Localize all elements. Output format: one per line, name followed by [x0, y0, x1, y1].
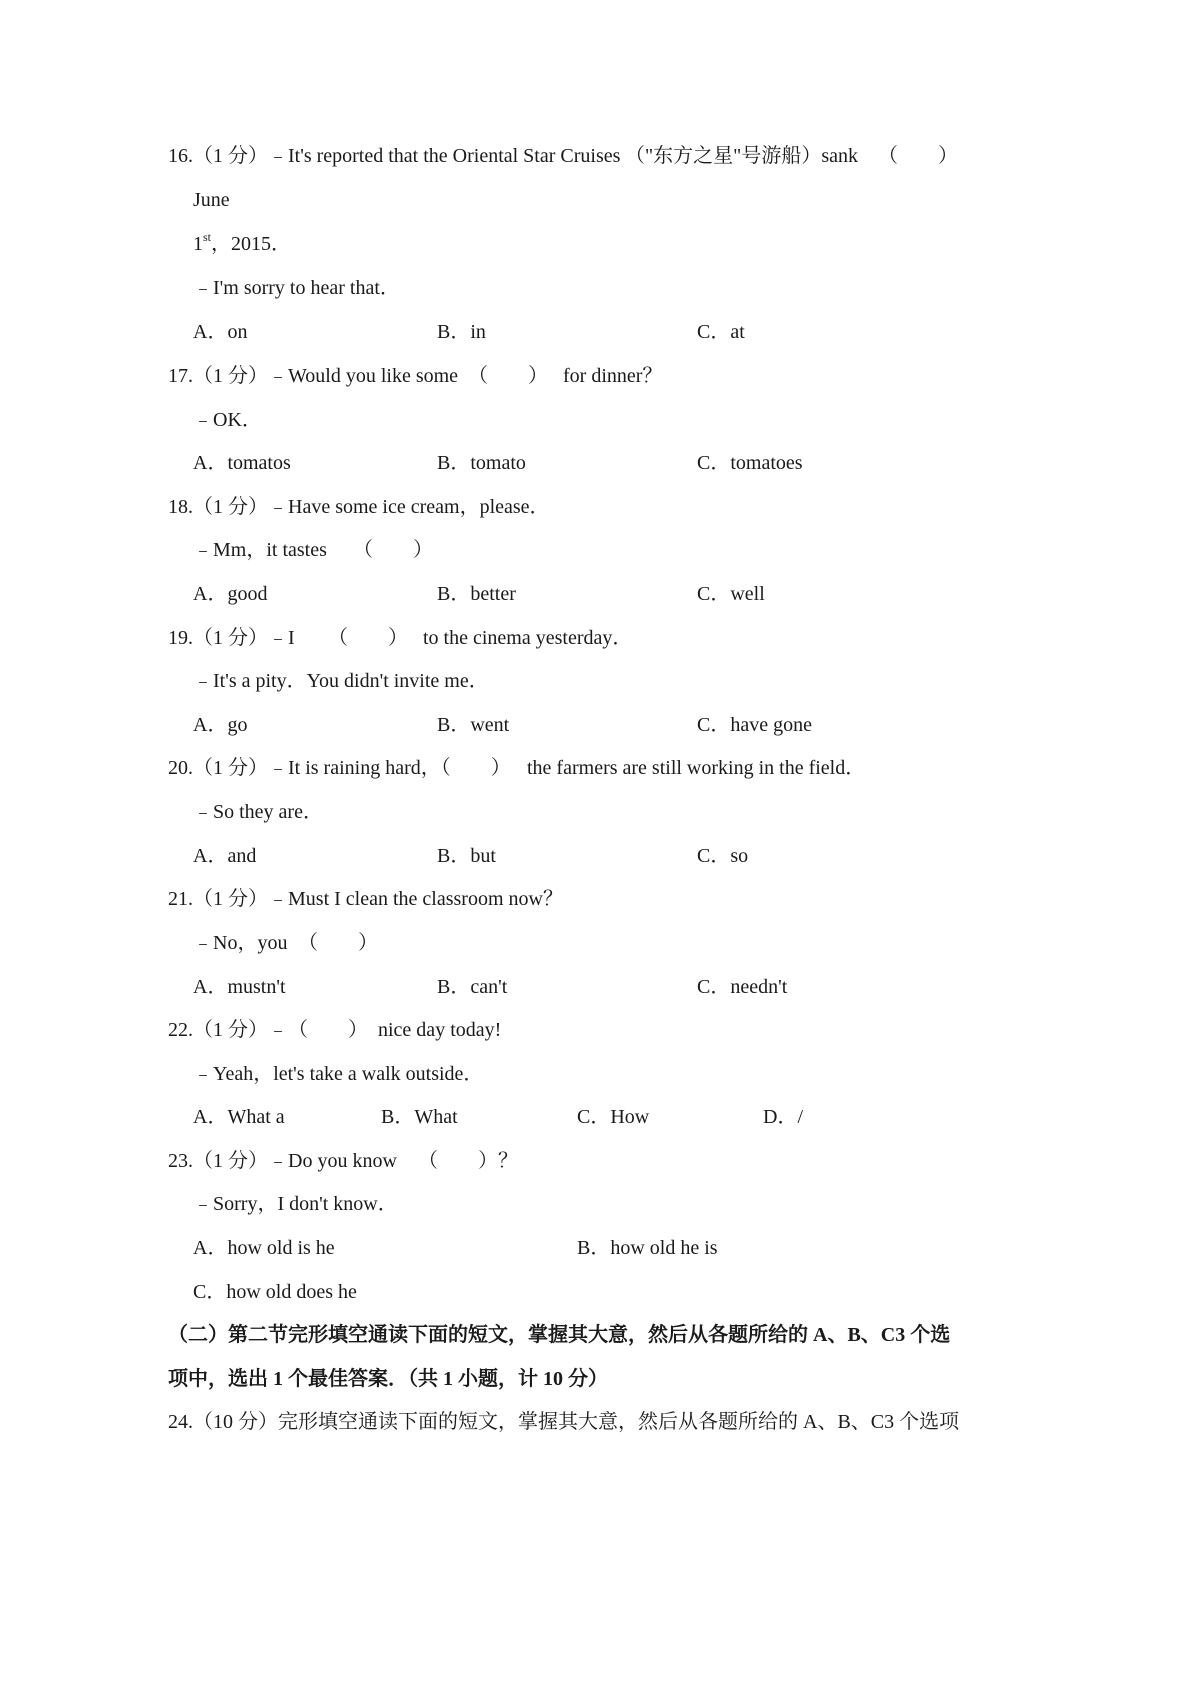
- date-year: ，2015．: [211, 233, 292, 255]
- question-22-text: 22.（1 分）﹣（ ）: [168, 1019, 368, 1041]
- exam-page: 16.（1 分）﹣It's reported that the Oriental Star Cruises （"东方之星"号游船）sank （ ） June 1st，2015． ﹣I'm sorry to hear that． A．on B．in C．at 17.（1 分）﹣Would you like some （ ） for dinner？ ﹣OK． A．tomatos B．tomato C．tomatoes 18.（1 分）﹣Have some ice cream，please． ﹣Mm，it tastes （ ） A．good B．better C．well 19.（1 分）﹣I （ ） to the cinema yesterday． ﹣It's a pity．You didn't invite me． A．go B．went C．have gone 20.（1 分）﹣It is raining hard，（ ） the farmers are still working in the field． ﹣So they are． A．and B．but C．so 21.（1 分）﹣Must I clean the classroom now？ ﹣No，you （ ） A．mustn't B．can't C．needn't 22.（1 分）﹣（ ） nice day today! ﹣Yeah，let's take a walk outside． A．What a B．What C．How D．/ 23.（1 分）﹣Do you know （ ）？ ﹣Sorry，I don't know． A．how old is he B．how old he is C．how old does he （二）第二节完形填空通读下面的短文，掌握其大意，然后从各题所给的 A、B、C3 个选 项中，选出 1 个最佳答案．（共 1 小题，计 10 分） 24.（10 分）完形填空通读下面的短文，掌握其大意，然后从各题所给的 A、B、C3 个选项: [168, 145, 960, 1433]
- question-19-text-end: to the cinema yesterday．: [423, 627, 633, 649]
- option-d[interactable]: D．/: [763, 1106, 803, 1128]
- question-17-text-end: for dinner？: [563, 365, 663, 387]
- option-b[interactable]: B．What: [381, 1106, 458, 1128]
- answer-blank[interactable]: （ ）: [353, 539, 433, 561]
- option-c[interactable]: C．so: [697, 845, 749, 867]
- option-a[interactable]: A．tomatos: [193, 452, 291, 474]
- option-a[interactable]: A．on: [193, 321, 248, 343]
- option-c[interactable]: C．needn't: [697, 976, 788, 998]
- answer-blank[interactable]: （ ）: [468, 365, 548, 387]
- option-a[interactable]: A．and: [193, 845, 257, 867]
- question-16-text: 16.（1 分）﹣It's reported that the Oriental Star Cruises: [168, 145, 621, 167]
- option-b[interactable]: B．can't: [437, 976, 508, 998]
- option-a[interactable]: A．What a: [193, 1106, 285, 1128]
- option-b[interactable]: B．went: [437, 714, 510, 736]
- option-c[interactable]: C．tomatoes: [697, 452, 803, 474]
- date-ordinal: st: [203, 230, 212, 244]
- option-b[interactable]: B．in: [437, 321, 486, 343]
- option-a[interactable]: A．go: [193, 714, 248, 736]
- question-20-text-end: the farmers are still working in the field．: [527, 757, 866, 779]
- question-16-gloss: （"东方之星"号游船）sank: [625, 145, 858, 167]
- answer-blank[interactable]: （ ）？: [418, 1150, 518, 1172]
- answer-blank[interactable]: （ ）: [878, 145, 958, 167]
- option-c[interactable]: C．well: [697, 583, 765, 605]
- section-heading-line-1: （二）第二节完形填空通读下面的短文，掌握其大意，然后从各题所给的 A、B、C3 个选: [168, 1324, 951, 1346]
- option-c[interactable]: C．have gone: [697, 714, 812, 736]
- option-a[interactable]: A．mustn't: [193, 976, 286, 998]
- answer-blank[interactable]: （ ）: [298, 932, 378, 954]
- date-number: 1: [193, 233, 203, 255]
- option-c[interactable]: C．How: [577, 1106, 650, 1128]
- option-b[interactable]: B．how old he is: [577, 1237, 718, 1259]
- question-23-text: 23.（1 分）﹣Do you know: [168, 1150, 397, 1172]
- question-21-reply-text: ﹣No，you: [193, 932, 288, 954]
- section-heading-line-2: 项中，选出 1 个最佳答案．（共 1 小题，计 10 分）: [168, 1368, 608, 1390]
- option-b[interactable]: B．tomato: [437, 452, 526, 474]
- answer-blank[interactable]: （ ）: [328, 627, 408, 649]
- question-18-reply-text: ﹣Mm，it tastes: [193, 539, 327, 561]
- option-a[interactable]: A．good: [193, 583, 268, 605]
- option-b[interactable]: B．but: [437, 845, 496, 867]
- question-20-text: 20.（1 分）﹣It is raining hard，（ ）: [168, 757, 511, 779]
- option-c[interactable]: C．how old does he: [193, 1281, 357, 1303]
- question-22-text-end: nice day today!: [378, 1019, 502, 1041]
- option-b[interactable]: B．better: [437, 583, 516, 605]
- option-c[interactable]: C．at: [697, 321, 745, 343]
- option-a[interactable]: A．how old is he: [193, 1237, 335, 1259]
- question-17-text: 17.（1 分）﹣Would you like some: [168, 365, 459, 387]
- question-19-text: 19.（1 分）﹣I: [168, 627, 295, 649]
